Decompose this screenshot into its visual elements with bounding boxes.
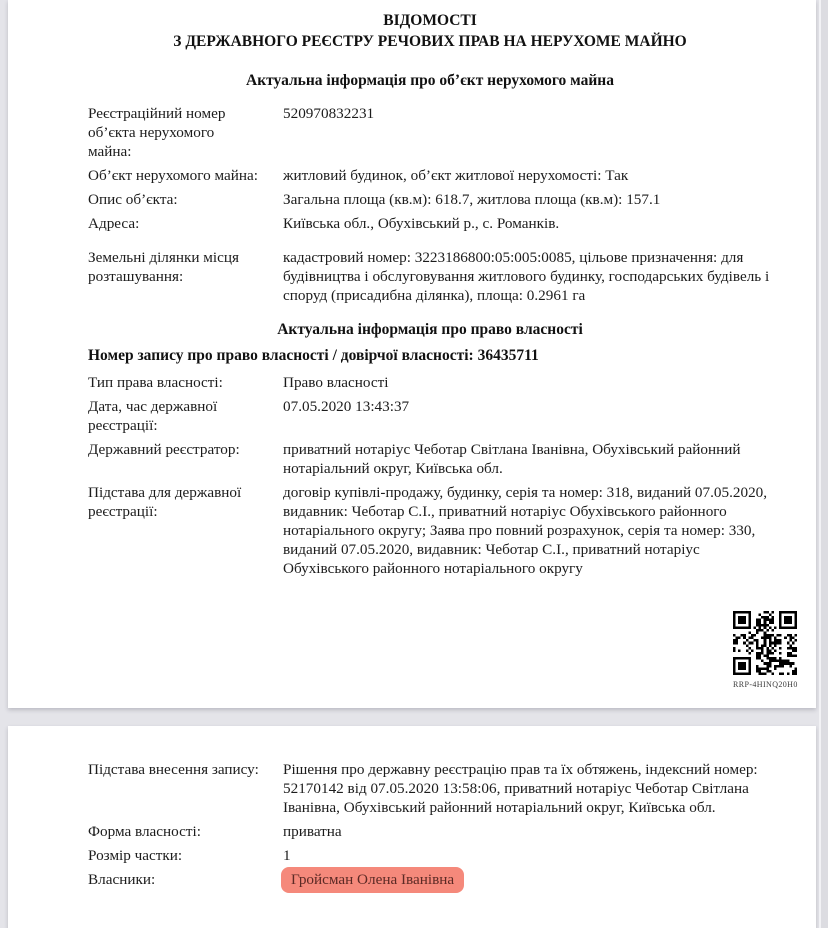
field-value: приватна xyxy=(283,823,342,840)
field-label: Опис об’єкта: xyxy=(88,191,178,208)
field-label: Підстава внесення запису: xyxy=(88,761,259,778)
field-label: Форма власності: xyxy=(88,823,201,840)
page-1 xyxy=(8,0,816,708)
field-label: Тип права власності: xyxy=(88,374,223,391)
field-value: Загальна площа (кв.м): 618.7, житлова площа (кв.м): 157.1 xyxy=(283,191,661,208)
field-row-address xyxy=(88,214,772,233)
field-value: 1 xyxy=(283,847,291,864)
field-label: Дата, час державної реєстрації: xyxy=(88,398,218,434)
field-row-registration-number xyxy=(88,104,772,161)
field-label: Адреса: xyxy=(88,215,140,232)
field-label: Земельні ділянки місця розташування: xyxy=(88,249,239,285)
field-row-registration-datetime xyxy=(88,397,772,435)
field-row-state-registrar xyxy=(88,440,772,478)
field-value: 520970832231 xyxy=(283,105,375,122)
field-row-ownership-form xyxy=(88,822,772,841)
field-row-record-entry-basis xyxy=(88,760,772,817)
field-value: житловий будинок, об’єкт житлової нерухомості: Так xyxy=(283,167,629,184)
field-row-share-size xyxy=(88,846,772,865)
field-row-object-description xyxy=(88,190,772,209)
field-value: Рішення про державну реєстрацію прав та їх обтяжень, індексний номер: 52170142 від 07.05.2020 13:58:06, приватний нотаріус Чеботар Світлана Іванівна, Обухівський районний нотаріальний округ, Київська обл. xyxy=(283,761,758,816)
ownership-record-number: Номер запису про право власності / довірчої власності: 36435711 xyxy=(88,347,539,364)
qr-block xyxy=(733,611,797,689)
page-2 xyxy=(8,726,816,928)
field-row-object-type xyxy=(88,166,772,185)
field-row-owners xyxy=(88,870,772,889)
field-value: Право власності xyxy=(283,374,389,391)
ownership-fields xyxy=(88,373,772,578)
field-value: приватний нотаріус Чеботар Світлана Іванівна, Обухівський районний нотаріальний округ, Київська обл. xyxy=(283,441,741,477)
field-row-registration-basis xyxy=(88,483,772,578)
field-label: Об’єкт нерухомого майна: xyxy=(88,167,258,184)
field-row-land-parcels xyxy=(88,248,772,305)
owner-name-highlight: Гройсман Олена Іванівна xyxy=(281,867,464,893)
qr-caption: RRP-4HINQ20H0 xyxy=(733,680,798,689)
qr-code-icon xyxy=(733,611,797,675)
field-value xyxy=(283,870,772,889)
field-label: Власники: xyxy=(88,871,156,888)
field-value: Київська обл., Обухівський р., с. Романків. xyxy=(283,215,560,232)
document-title-line1: ВІДОМОСТІ xyxy=(383,12,477,29)
field-row-ownership-type xyxy=(88,373,772,392)
section-title-object-info: Актуальна інформація про об’єкт нерухомого майна xyxy=(246,72,614,89)
scrollbar-track[interactable] xyxy=(819,0,828,928)
page2-fields xyxy=(88,760,772,889)
field-value: кадастровий номер: 3223186800:05:005:0085, цільове призначення: для будівництва і обслуговування житлового будинку, господарських будівель і споруд (присадибна ділянка), площа: 0.2961 га xyxy=(283,249,770,304)
section-title-ownership-info: Актуальна інформація про право власності xyxy=(277,321,583,338)
field-label: Державний реєстратор: xyxy=(88,441,240,458)
field-label: Розмір частки: xyxy=(88,847,183,864)
document-title xyxy=(88,10,772,52)
object-fields xyxy=(88,104,772,305)
field-label: Підстава для державної реєстрації: xyxy=(88,484,242,520)
document-title-line2: З ДЕРЖАВНОГО РЕЄСТРУ РЕЧОВИХ ПРАВ НА НЕРУХОМЕ МАЙНО xyxy=(173,33,687,50)
field-value: договір купівлі-продажу, будинку, серія та номер: 318, виданий 07.05.2020, видавник: Чеботар С.І., приватний нотаріус Обухівського районного нотаріального округу; Заява про повний розрахунок, серія та номер: 330, виданий 07.05.2020, видавник: Чеботар С.І., приватний нотаріус Обухівського районного нотаріального округу xyxy=(283,484,768,577)
field-value: 07.05.2020 13:43:37 xyxy=(283,398,410,415)
field-label: Реєстраційний номер об’єкта нерухомого майна: xyxy=(88,105,226,160)
